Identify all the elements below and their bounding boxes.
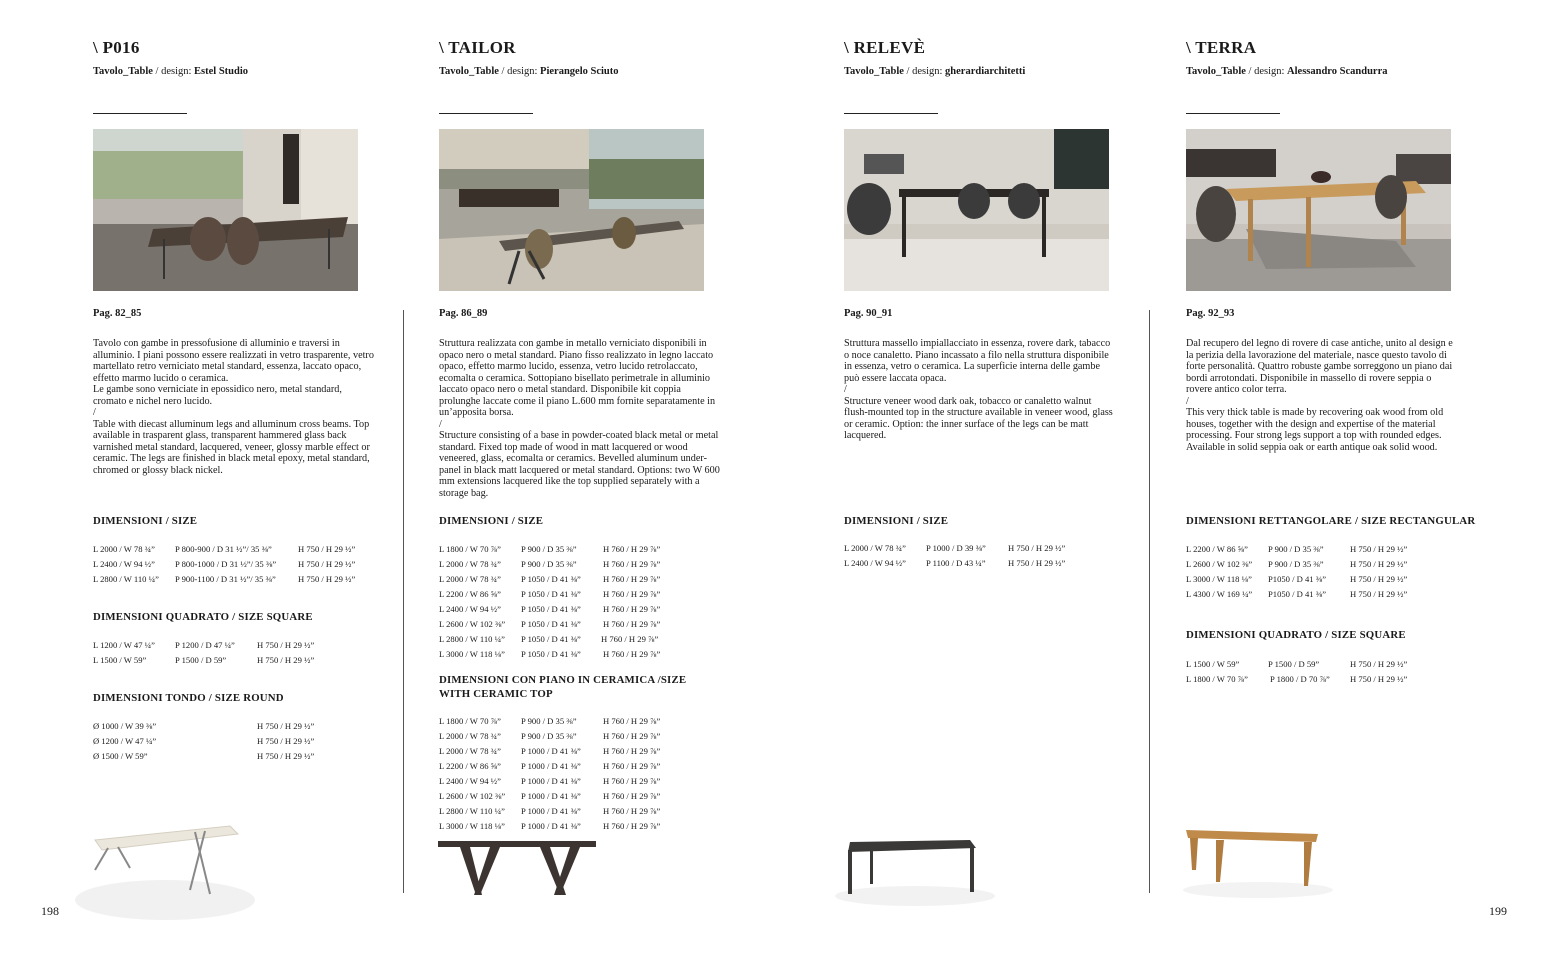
- section-heading: DIMENSIONI QUADRATO / SIZE SQUARE: [93, 611, 313, 623]
- divider: [439, 113, 533, 114]
- product-description: Tavolo con gambe in pressofusione di alluminio e traversi in alluminio. I piani possono essere realizzati in vetro trasparente, vetro martellato retro verniciato metal standard, essenza, laccato opaco, effetto marmo lucido o ceramica. Le gambe sono verniciate in epossidico nero, metal standard, cromato e nichel nero lucido. / Table with diecast alluminum legs and alluminum cross beams. Top available in trasparent glass, transparent hammered glass back varnished metal standard, lacquered, veneer, glossy marble effect or ceramic. The legs are finished in black metal epoxy, metal standard, chromed or glossy black nickel.: [93, 338, 374, 476]
- divider: [93, 113, 187, 114]
- product-description: Struttura massello impiallacciato in essenza, rovere dark, tabacco o noce canaletto. Piano incassato a filo nella struttura disponibile in essenza, vetro o ceramica. La superficie interna delle gambe può essere laccata opaca. / Structure veneer wood dark oak, tobacco or canaletto walnut flush-mounted top in the structure available in veneer wood, glass or ceramic. Option: the inner surface of the legs can be matt lacquered.: [844, 338, 1113, 441]
- product-photo: [1186, 129, 1451, 291]
- divider: [1186, 113, 1280, 114]
- product-thumbnail: [70, 820, 260, 935]
- page-reference: Pag. 82_85: [93, 308, 142, 319]
- product-description: Dal recupero del legno di rovere di case antiche, unito al design e la perizia della lavorazione del materiale, nasce questo tavolo di forte personalità. Quattro robuste gambe sorreggono un piano dai bordi arrotondati. Disponibile in massello di rovere seppia o rovere antico color terra. / This very thick table is made by recovering oak wood from old houses, together with the design and expertise of the material processing. Four strong legs support a top with rounded edges. Available in solid seppia oak or earth antique oak solid wood.: [1186, 338, 1453, 453]
- product-photo: [93, 129, 358, 291]
- product-subtitle: Tavolo_Table / design: gherardiarchitetti: [844, 66, 1026, 77]
- column-divider: [1149, 310, 1150, 893]
- divider: [844, 113, 938, 114]
- product-subtitle: Tavolo_Table / design: Pierangelo Sciuto: [439, 66, 619, 77]
- product-thumbnail: [1178, 820, 1338, 905]
- page-number-right: 199: [1489, 904, 1507, 918]
- page-reference: Pag. 92_93: [1186, 308, 1235, 319]
- column-divider: [403, 310, 404, 893]
- section-heading: DIMENSIONI TONDO / SIZE ROUND: [93, 692, 284, 704]
- section-heading: DIMENSIONI / SIZE: [844, 515, 949, 527]
- product-subtitle: Tavolo_Table / design: Estel Studio: [93, 66, 249, 77]
- page-number-left: 198: [41, 904, 59, 918]
- product-thumbnail: [830, 830, 1000, 915]
- product-title: \ P016: [93, 38, 140, 57]
- product-subtitle: Tavolo_Table / design: Alessandro Scandurra: [1186, 66, 1388, 77]
- section-heading: DIMENSIONI / SIZE: [439, 515, 544, 527]
- product-title: \ TERRA: [1186, 38, 1257, 57]
- page-reference: Pag. 86_89: [439, 308, 488, 319]
- page-reference: Pag. 90_91: [844, 308, 893, 319]
- product-photo: [439, 129, 704, 291]
- product-title: \ RELEVÈ: [844, 38, 926, 57]
- section-heading: DIMENSIONI RETTANGOLARE / SIZE RECTANGULAR: [1186, 515, 1476, 527]
- product-photo: [844, 129, 1109, 291]
- section-heading: DIMENSIONI QUADRATO / SIZE SQUARE: [1186, 629, 1406, 641]
- product-thumbnail: [430, 835, 630, 910]
- product-title: \ TAILOR: [439, 38, 516, 57]
- product-description: Struttura realizzata con gambe in metallo verniciato disponibili in opaco nero o metal standard. Piano fisso realizzato in legno laccato opaco, effetto marmo lucido, essenza, vetro lucido retrolaccato, ecomalta o ceramica. Sottopiano bisellato perimetrale in alluminio laccato opaco nero o metal standard. Disponibile kit coppia prolunghe laccate come il piano L.600 mm fornite separatamente in un’apposita borsa. / Structure consisting of a base in powder-coated black metal or metal standard. Fixed top made of wood in matt lacquered or wood veneered, glass, ecomalta or ceramics. Bevelled aluminum under-panel in black matt lacquered or metal standard. Options: two W 600 mm extensions lacquered like the top supplied separately with a storage bag.: [439, 338, 720, 499]
- section-heading: DIMENSIONI / SIZE: [93, 515, 198, 527]
- section-heading: DIMENSIONI CON PIANO IN CERAMICA /SIZE WITH CERAMIC TOP: [439, 674, 687, 700]
